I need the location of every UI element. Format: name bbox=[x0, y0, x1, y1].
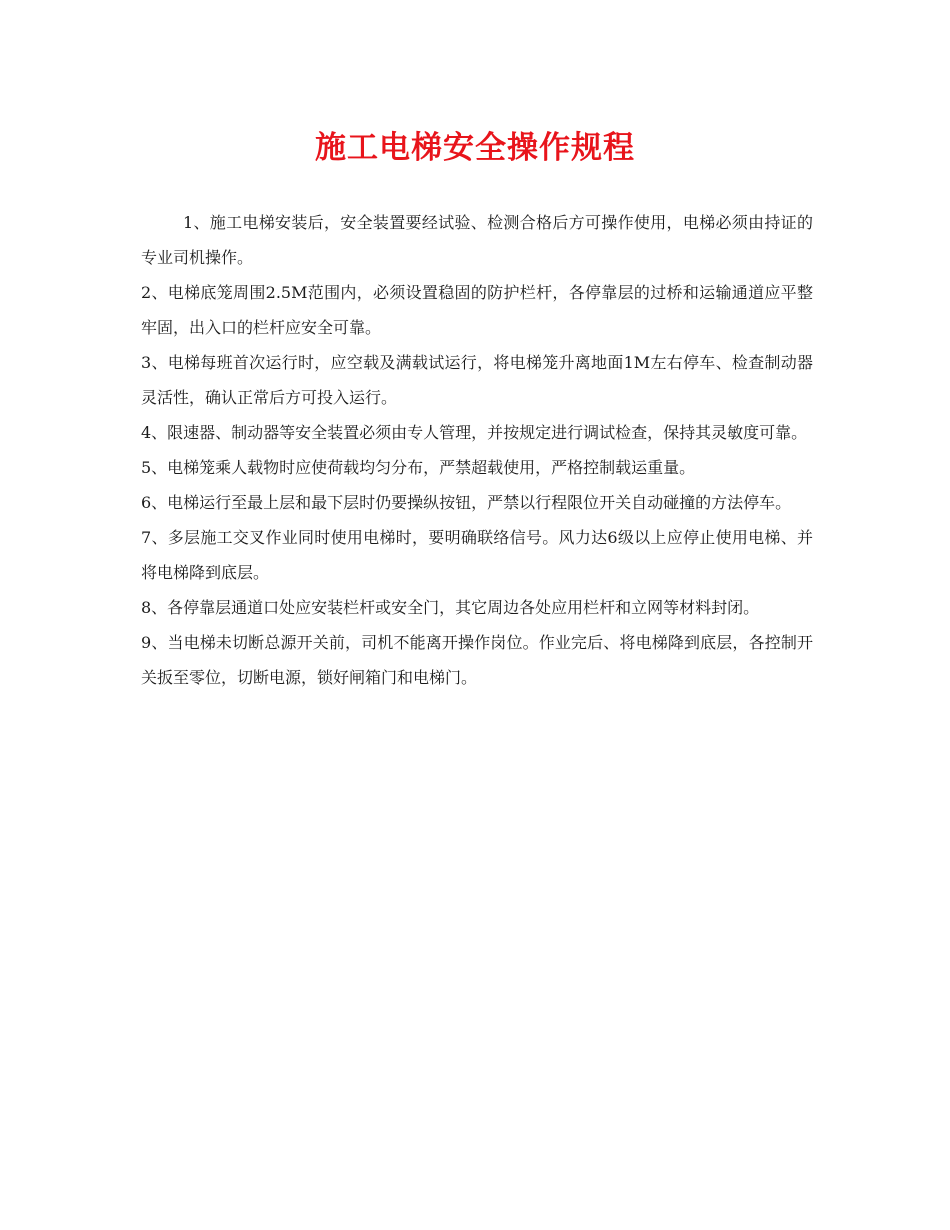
clause-7: 7、多层施工交叉作业同时使用电梯时，要明确联络信号。风力达6级以上应停止使用电梯、并将电梯降到底层。 bbox=[141, 528, 813, 582]
document-title: 施工电梯安全操作规程 bbox=[315, 130, 635, 166]
clause-4: 4、限速器、制动器等安全装置必须由专人管理，并按规定进行调试检查，保持其灵敏度可靠。 bbox=[141, 423, 808, 442]
document-body bbox=[141, 205, 813, 695]
clause-2: 2、电梯底笼周围2.5M范围内，必须设置稳固的防护栏杆，各停靠层的过桥和运输通道应平整牢固，出入口的栏杆应安全可靠。 bbox=[141, 283, 813, 337]
clause-5: 5、电梯笼乘人载物时应使荷载均匀分布，严禁超载使用，严格控制载运重量。 bbox=[141, 458, 696, 477]
clause-3: 3、电梯每班首次运行时，应空载及满载试运行，将电梯笼升离地面1M左右停车、检查制动器灵活性，确认正常后方可投入运行。 bbox=[141, 353, 813, 407]
clause-9: 9、当电梯未切断总源开关前，司机不能离开操作岗位。作业完后、将电梯降到底层，各控制开关扳至零位，切断电源，锁好闸箱门和电梯门。 bbox=[141, 633, 813, 687]
clause-8: 8、各停靠层通道口处应安装栏杆或安全门，其它周边各处应用栏杆和立网等材料封闭。 bbox=[141, 598, 760, 617]
clause-1: 1、施工电梯安装后，安全装置要经试验、检测合格后方可操作使用，电梯必须由持证的专业司机操作。 bbox=[141, 213, 813, 267]
clause-6: 6、电梯运行至最上层和最下层时仍要操纵按钮，严禁以行程限位开关自动碰撞的方法停车。 bbox=[141, 493, 792, 512]
